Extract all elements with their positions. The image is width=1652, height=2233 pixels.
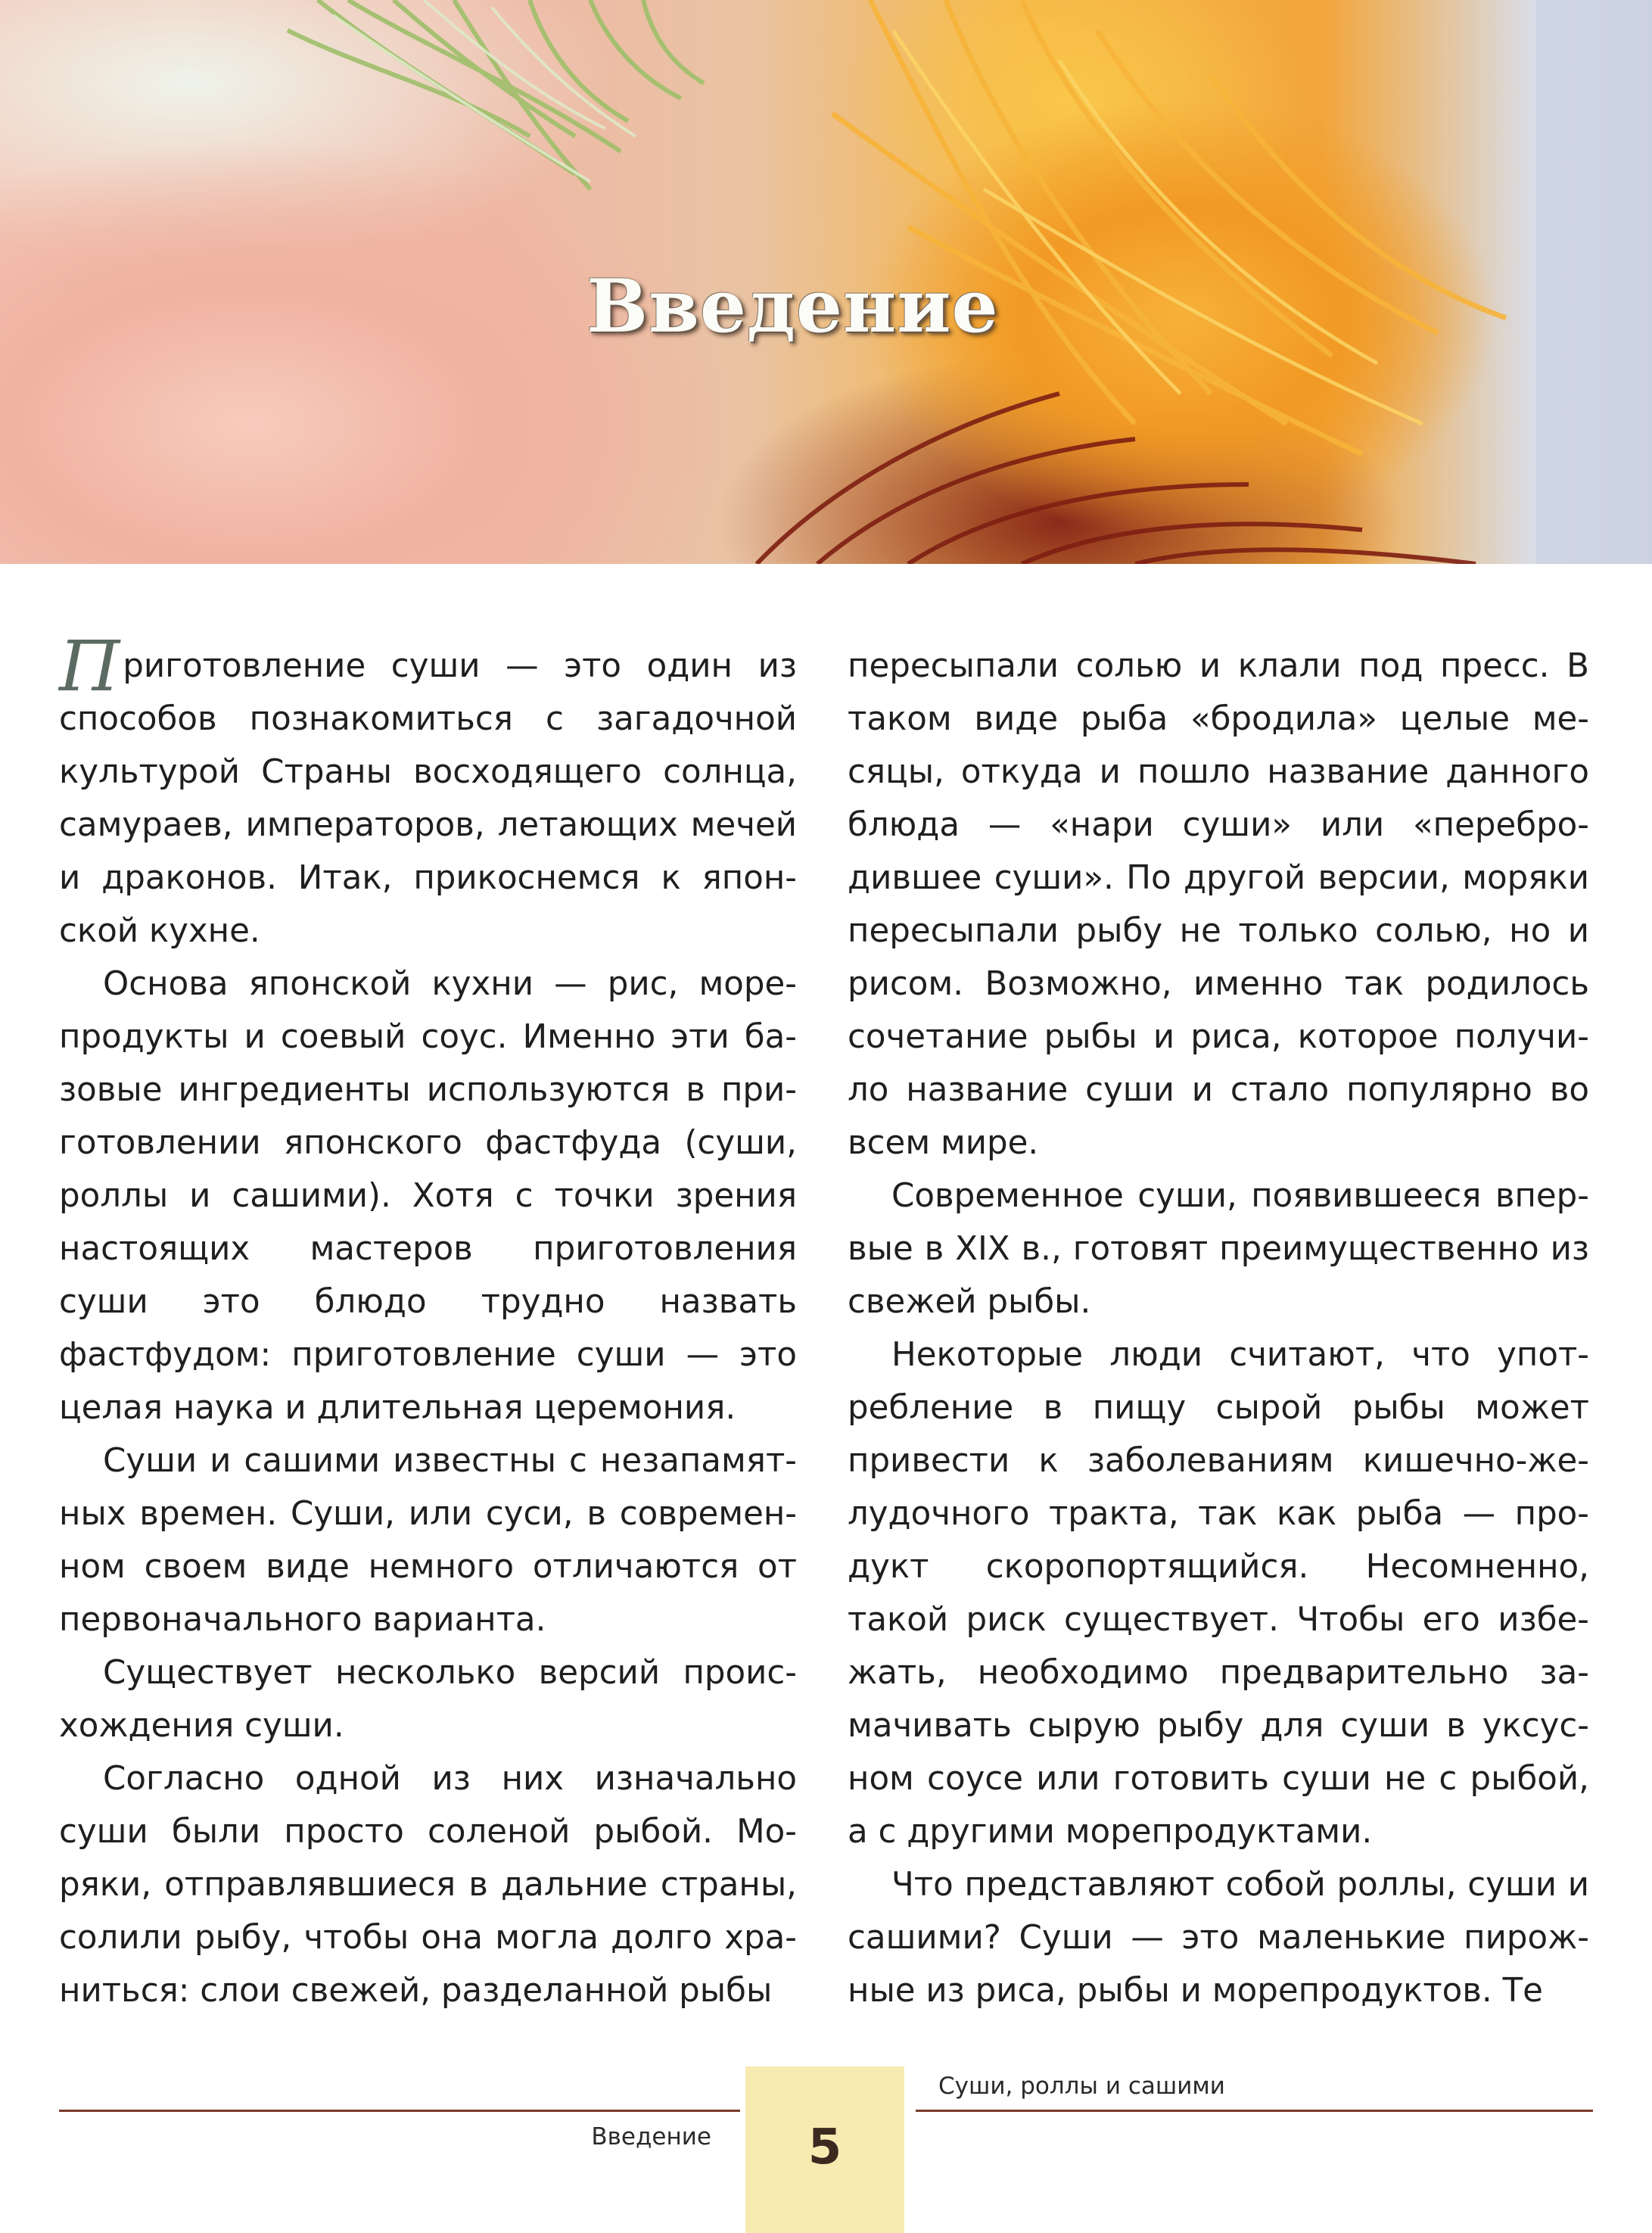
header-photo [0,0,1652,564]
footer-rule-right [916,2110,1593,2112]
paragraph [59,626,797,958]
paragraph: Что представляют собой роллы, суши и сашими? Суши — это маленькие пирожные из риса, рыбы и морепродуктов. Те [848,1866,1589,2010]
paragraph: Современное суши, появившееся впервые в XIX в., готовят преимущественно из свежей рыбы. [848,1177,1589,1321]
running-header-book-title: Суши, роллы и сашими [938,2073,1225,2100]
paragraph-text: риготовление суши — это один из способов познакомиться с загадочной культурой Страны восходящего солнца, самураев, императоров, летающих мечей и драконов. Итак, прикоснемся к японской кухне. [59,647,797,950]
paragraph: Основа японской кухни — рис, морепродукты и соевый соус. Именно эти базовые ингредиенты используются в приготовлении японского фастфуда (суши, роллы и сашими). Хотя с точки зрения настоящих мастеров приготовления суши это блюдо трудно назвать фастфудом: приготовление суши — это целая наука и длительная церемония. [59,965,797,1427]
text-column-left [59,626,797,2017]
paragraph: Существует несколько версий происхождения суши. [59,1654,797,1745]
footer-rule-left [59,2110,740,2112]
text-column-right [848,640,1589,2017]
paragraph: Некоторые люди считают, что употребление в пищу сырой рыбы может привести к заболеваниям кишечно-желудочного тракта, так как рыба — продукт скоропортящийся. Несомненно, такой риск существует. Чтобы его избежать, необходимо предварительно замачивать сырую рыбу для суши в уксусном соусе или готовить суши не с рыбой, а с другими морепродуктами. [848,1336,1589,1851]
paragraph: пересыпали солью и клали под пресс. В таком виде рыба «бродила» целые месяцы, откуда и пошло название данного блюда — «нари суши» или «перебродившее суши». По другой версии, моряки пересыпали рыбу не только солью, но и рисом. Возможно, именно так родилось сочетание рыбы и риса, которое получило название суши и стало популярно во всем мире. [848,647,1589,1162]
running-header-section: Введение [591,2123,711,2150]
page-number: 5 [807,2119,842,2175]
page-title: Введение [586,263,999,349]
paragraph: Согласно одной из них изначально суши были просто соленой рыбой. Моряки, отправлявшиеся в дальние страны, солили рыбу, чтобы она могла долго храниться: слои свежей, разделанной рыбы [59,1760,797,2010]
drop-cap: П [59,626,120,707]
paragraph: Суши и сашими известны с незапамятных времен. Суши, или суси, в современном своем виде немного отличаются от первоначального варианта. [59,1442,797,1639]
